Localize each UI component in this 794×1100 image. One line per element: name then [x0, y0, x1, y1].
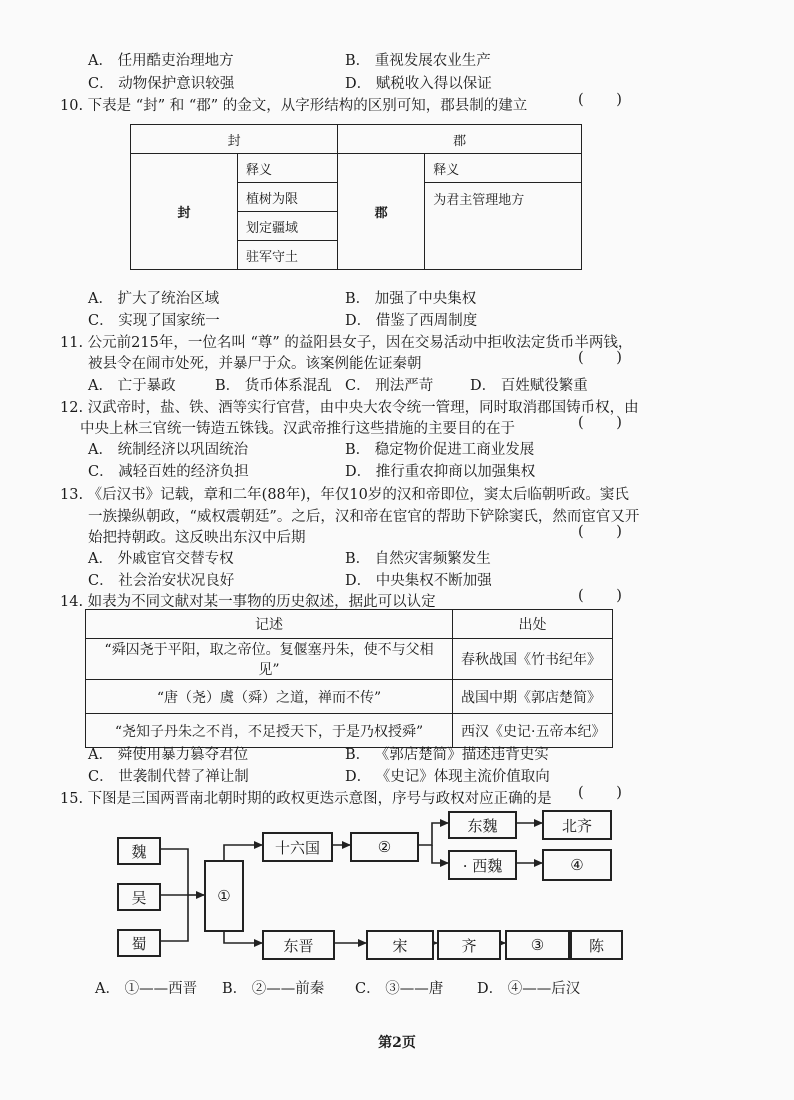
page-number: 第2页	[378, 1035, 416, 1051]
q12-stem-line1: 12. 汉武帝时，盐、铁、酒等实行官营，由中央大农令统一管理，同时取消郡国铸币权，由	[60, 400, 639, 416]
q13-answer-paren: ( )	[578, 524, 636, 540]
jun-bronze-glyph: 郡	[338, 154, 425, 270]
q10-option-d[interactable]: D． 借鉴了西周制度	[345, 313, 478, 329]
jun-meaning: 为君主管理地方	[425, 183, 582, 270]
regime-north-qi: 北齐	[542, 810, 612, 840]
q13-stem-line3: 始把持朝政。这反映出东汉中后期	[88, 530, 306, 546]
q12-option-d[interactable]: D． 推行重农抑商以加强集权	[345, 464, 536, 480]
q11-option-c[interactable]: C． 刑法严苛	[345, 378, 434, 394]
q10-option-c[interactable]: C． 实现了国家统一	[88, 313, 220, 329]
q11-stem-line1: 11. 公元前215年，一位名叫 “尊” 的益阳县女子，因在交易活动中拒收法定货币半两钱，	[60, 335, 633, 351]
q10-option-b[interactable]: B． 加强了中央集权	[345, 291, 477, 307]
feng-meaning-2: 划定疆域	[238, 212, 338, 241]
q9-option-a[interactable]: A． 任用酷吏治理地方	[88, 53, 234, 69]
regime-shu: 蜀	[117, 929, 161, 957]
q9-option-c[interactable]: C． 动物保护意识较强	[88, 76, 235, 92]
q13-option-d[interactable]: D． 中央集权不断加强	[345, 573, 492, 589]
regime-slot-3: ③	[505, 930, 570, 960]
q15-option-d[interactable]: D． ④——后汉	[477, 981, 581, 997]
feng-bronze-glyph: 封	[131, 154, 238, 270]
regime-chen: 陈	[570, 930, 623, 960]
q12-answer-paren: ( )	[578, 415, 636, 431]
regime-qi: 齐	[437, 930, 501, 960]
q10-stem: 10. 下表是 “封” 和 “郡” 的金文，从字形结构的区别可知，郡县制的建立	[60, 98, 528, 114]
q13-stem-line2: 一族操纵朝政，“威权震朝廷”。之后，汉和帝在宦官的帮助下铲除窦氏，然而宦官又开	[88, 509, 640, 525]
q14-source-3: 西汉《史记·五帝本纪》	[453, 714, 613, 748]
q14-source-2: 战国中期《郭店楚简》	[453, 680, 613, 714]
regime-slot-2: ②	[350, 832, 419, 862]
q15-stem: 15. 下图是三国两晋南北朝时期的政权更迭示意图，序号与政权对应正确的是	[60, 791, 552, 807]
q13-option-a[interactable]: A． 外戚宦官交替专权	[88, 551, 234, 567]
regime-wei: 魏	[117, 837, 161, 865]
q9-option-b[interactable]: B． 重视发展农业生产	[345, 53, 491, 69]
q10-table-header-feng: 封	[131, 125, 338, 154]
q14-record-3: “尧知子丹朱之不肖，不足授天下，于是乃权授舜”	[86, 714, 453, 748]
q10-table-header-jun: 郡	[338, 125, 582, 154]
q11-answer-paren: ( )	[578, 350, 636, 366]
q10-answer-paren: ( )	[578, 92, 636, 108]
q12-option-b[interactable]: B． 稳定物价促进工商业发展	[345, 442, 535, 458]
q14-option-d[interactable]: D． 《史记》体现主流价值取向	[345, 769, 550, 785]
regime-slot-4: ④	[542, 849, 612, 881]
q12-stem-line2: 中央上林三官统一铸造五铢钱。汉武帝推行这些措施的主要目的在于	[80, 421, 515, 437]
regime-wu: 吴	[117, 883, 161, 911]
q12-option-c[interactable]: C． 减轻百姓的经济负担	[88, 464, 249, 480]
regime-sixteen-kingdoms: 十六国	[262, 832, 333, 862]
regime-east-wei: 东魏	[448, 811, 517, 839]
feng-meaning-label: 释义	[238, 154, 338, 183]
q11-option-b[interactable]: B． 货币体系混乱	[215, 378, 332, 394]
q10-option-a[interactable]: A． 扩大了统治区域	[88, 291, 220, 307]
feng-meaning-3: 驻军守土	[238, 241, 338, 270]
q15-answer-paren: ( )	[578, 785, 636, 801]
q15-option-a[interactable]: A． ①——西晋	[95, 981, 198, 997]
q14-record-1: “舜囚尧于平阳，取之帝位。复偃塞丹朱，使不与父相见”	[86, 639, 453, 680]
regime-east-jin: 东晋	[262, 930, 335, 960]
q11-option-a[interactable]: A． 亡于暴政	[88, 378, 176, 394]
jun-meaning-label: 释义	[425, 154, 582, 183]
regime-west-wei: · 西魏	[448, 850, 517, 880]
q14-table-header-record: 记述	[86, 610, 453, 639]
q13-stem-line1: 13. 《后汉书》记载，章和二年(88年)，年仅10岁的汉和帝即位，窦太后临朝听政。窦氏	[60, 487, 629, 503]
q14-option-c[interactable]: C． 世袭制代替了禅让制	[88, 769, 249, 785]
q13-option-b[interactable]: B． 自然灾害频繁发生	[345, 551, 491, 567]
q11-option-d[interactable]: D． 百姓赋役繁重	[470, 378, 588, 394]
q12-option-a[interactable]: A． 统制经济以巩固统治	[88, 442, 249, 458]
regime-slot-1: ①	[204, 860, 244, 932]
q14-record-2: “唐（尧）虞（舜）之道，禅而不传”	[86, 680, 453, 714]
q14-answer-paren: ( )	[578, 588, 636, 604]
feng-meaning-1: 植树为限	[238, 183, 338, 212]
q15-option-c[interactable]: C． ③——唐	[355, 981, 444, 997]
q14-source-1: 春秋战国《竹书纪年》	[453, 639, 613, 680]
q9-option-d[interactable]: D． 赋税收入得以保证	[345, 76, 492, 92]
q14-option-b[interactable]: B． 《郭店楚简》描述违背史实	[345, 747, 549, 763]
regime-song: 宋	[366, 930, 434, 960]
q15-option-b[interactable]: B． ②——前秦	[222, 981, 325, 997]
q14-option-a[interactable]: A． 舜使用暴力篡夺君位	[88, 747, 249, 763]
q13-option-c[interactable]: C． 社会治安状况良好	[88, 573, 235, 589]
q14-table-header-source: 出处	[453, 610, 613, 639]
q14-stem: 14. 如表为不同文献对某一事物的历史叙述，据此可以认定	[60, 594, 436, 610]
q11-stem-line2: 被县令在闹市处死，并暴尸于众。该案例能佐证秦朝	[88, 356, 422, 372]
